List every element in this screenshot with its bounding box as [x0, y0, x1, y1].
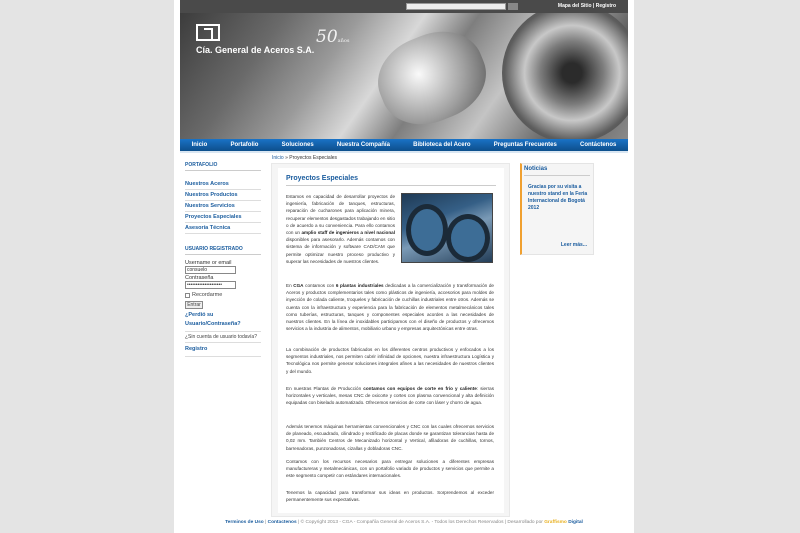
contact-link[interactable]: Contactenos — [267, 520, 297, 525]
nav-inicio[interactable]: Inicio — [191, 142, 208, 148]
footer — [180, 520, 628, 525]
nav-soluciones[interactable]: Soluciones — [281, 142, 314, 148]
sidebar — [185, 160, 261, 357]
page-title: Proyectos Especiales — [286, 175, 496, 186]
main-nav — [180, 139, 628, 153]
tanks-photo — [401, 193, 493, 263]
tank-shape — [406, 204, 448, 256]
password-input[interactable]: •••••••••••••••••••• — [185, 281, 236, 289]
breadcrumb-sep: » — [285, 155, 288, 161]
forgot-link[interactable]: ¿Perdió su Usuario/Contraseña? — [185, 309, 261, 332]
register-link[interactable]: Registro — [185, 343, 261, 357]
sidebar-item-servicios[interactable]: Nuestros Servicios — [185, 201, 261, 212]
login-button[interactable]: Entrar — [185, 301, 203, 309]
search-button[interactable] — [508, 3, 518, 10]
paragraph-4: En nuestras Plantas de Producción contamos con equipos de corte en frío y caliente: sierras horizontales y verticales, mesas CNC de oxicorte y cortes con plasma convencional y alta definición equipadas con biselado automatizado. Ofrecemos servicios de corte con láser y chorro de agua. — [286, 386, 494, 406]
news-panel — [520, 163, 594, 255]
username-input[interactable]: consuelo — [185, 266, 236, 274]
portfolio-heading: PORTAFOLIO — [185, 160, 261, 171]
paragraph-3: La combinación de productos fabricados en los diferentes centros productivos y enfocados a los segmentos industriales, nos permiten cubrir infinidad de opciones, nuestra infraestructura Logística y Tecnológica nos permite generar soluciones integrales afines a las necesidades de nuestros clientes y del mundo. — [286, 347, 494, 374]
banner-disc-image — [502, 13, 628, 139]
breadcrumb-home[interactable]: Inicio — [272, 155, 284, 161]
page — [174, 0, 634, 533]
top-links[interactable]: Mapa del Sitio | Registro — [557, 3, 616, 9]
nav-biblioteca[interactable]: Biblioteca del Acero — [413, 142, 471, 148]
brand-name[interactable]: Cía. General de Aceros S.A. — [196, 45, 315, 55]
news-item[interactable]: Gracias por su visita a nuestro stand en la Feria Internacional de Bogotá 2012 — [528, 184, 588, 211]
user-heading: USUARIO REGISTRADO — [185, 244, 261, 255]
breadcrumb-current: Proyectos Especiales — [289, 155, 338, 161]
anniversary-number: 50 — [316, 27, 338, 47]
paragraph-7: Tenemos la capacidad para transformar sus ideas en productos. Sorprendemos al exceder permanentemente sus expectativas. — [286, 490, 494, 503]
remember-row — [185, 292, 261, 298]
username-label: Username or email — [185, 260, 232, 266]
nav-preguntas[interactable]: Preguntas Frecuentes — [493, 142, 557, 148]
top-bar — [180, 0, 628, 13]
copyright-text: | © Copyright 2013 - CGA - Compañía General de Aceros S.A. - Todos los Derechos Reservados | Desarrollado por — [298, 520, 543, 525]
anniversary-mark — [316, 27, 349, 47]
password-label: Contraseña — [185, 275, 214, 281]
sidebar-item-productos[interactable]: Nuestros Productos — [185, 190, 261, 201]
no-account-text: ¿Sin cuenta de usuario todavía? — [185, 332, 261, 343]
sidebar-item-aceros[interactable]: Nuestros Aceros — [185, 179, 261, 190]
news-title: Noticias — [524, 166, 590, 176]
banner-bolt-image — [366, 18, 498, 138]
content-panel — [271, 163, 510, 517]
paragraph-1: Estamos en capacidad de desarrollar proyectos de ingeniería, fabricación de tanques, estructuras, reparación de cucharones para aplicación minera, recuperar elementos desgastados trabajando en sitio o de acuerdo a su conveniencia. Para ello contamos con un amplio staff de ingenieros a nivel nacional disponibles para asesorarlo. Además contamos con sistema de información y software CAD/CAM que permite optimizar nuestro proceso productivo y superar las necesidades de nuestros clientes. — [286, 194, 395, 264]
paragraph-6: Contamos con los recursos necesarios para entregar soluciones a diferentes empresas manufactureras y metalmecánicas, con un portafolio variado de productos y servicios que permite a este segmento competir con estándares internacionales. — [286, 459, 494, 479]
remember-checkbox[interactable] — [185, 293, 190, 298]
read-more-link[interactable]: Leer más... — [560, 242, 587, 248]
developer-brand-2[interactable]: Digital — [568, 520, 583, 525]
content-card — [278, 168, 504, 513]
terms-link[interactable]: Terminos de Uso — [225, 520, 264, 525]
anniversary-sub: años — [337, 38, 350, 44]
header-banner — [180, 13, 628, 139]
sidebar-item-proyectos[interactable]: Proyectos Especiales — [185, 212, 261, 223]
nav-nuestra-compania[interactable]: Nuestra Compañía — [336, 142, 390, 148]
sidebar-item-asesoria[interactable]: Asesoría Técnica — [185, 223, 261, 234]
search-input[interactable] — [406, 3, 506, 10]
cga-logo-icon[interactable] — [196, 24, 220, 41]
footer-sep: | — [265, 520, 267, 525]
tank-shape — [446, 214, 490, 262]
breadcrumb — [272, 155, 337, 161]
developer-brand[interactable]: Graffismo — [544, 520, 567, 525]
remember-label: Recordarme — [192, 292, 223, 298]
nav-contactenos[interactable]: Contáctenos — [580, 142, 617, 148]
paragraph-5: Además tenemos máquinas herramientas convencionales y CNC con las cuales ofrecemos servicios de planeado, escuadrado, cilindrado y rectificado de placas donde se garantizan tolerancias hasta de 0,02 mm. También Centros de Mecanizado horizontal y Vertical, afiladoras de cuchillas, tornos, barrenadoras, punzonadoras, cizallas y dobladoras CNC. — [286, 424, 494, 451]
paragraph-2: En CGA contamos con 6 plantas industriales dedicadas a la comercialización y transformación de Aceros y productos complementarios tales como plásticos de ingeniería, accesorios para moldes de inyección de colada caliente, troqueles y fabricación de cuchillas industriales entre otros. Además se cuenta con la infraestructura y experiencia para la fabricación de elementos metalmecánicos tales como tuberías, estructuras, tanques y componentes especiales acordes a las necesidades de nuestros clientes. En la línea de inoxidables participamos con el diseño de productos y ofrecemos servicios a la industria de alimentos, mobiliario urbano y empresas arquitectónicas entre otras. — [286, 283, 494, 332]
nav-portafolio[interactable]: Portafolio — [230, 142, 259, 148]
